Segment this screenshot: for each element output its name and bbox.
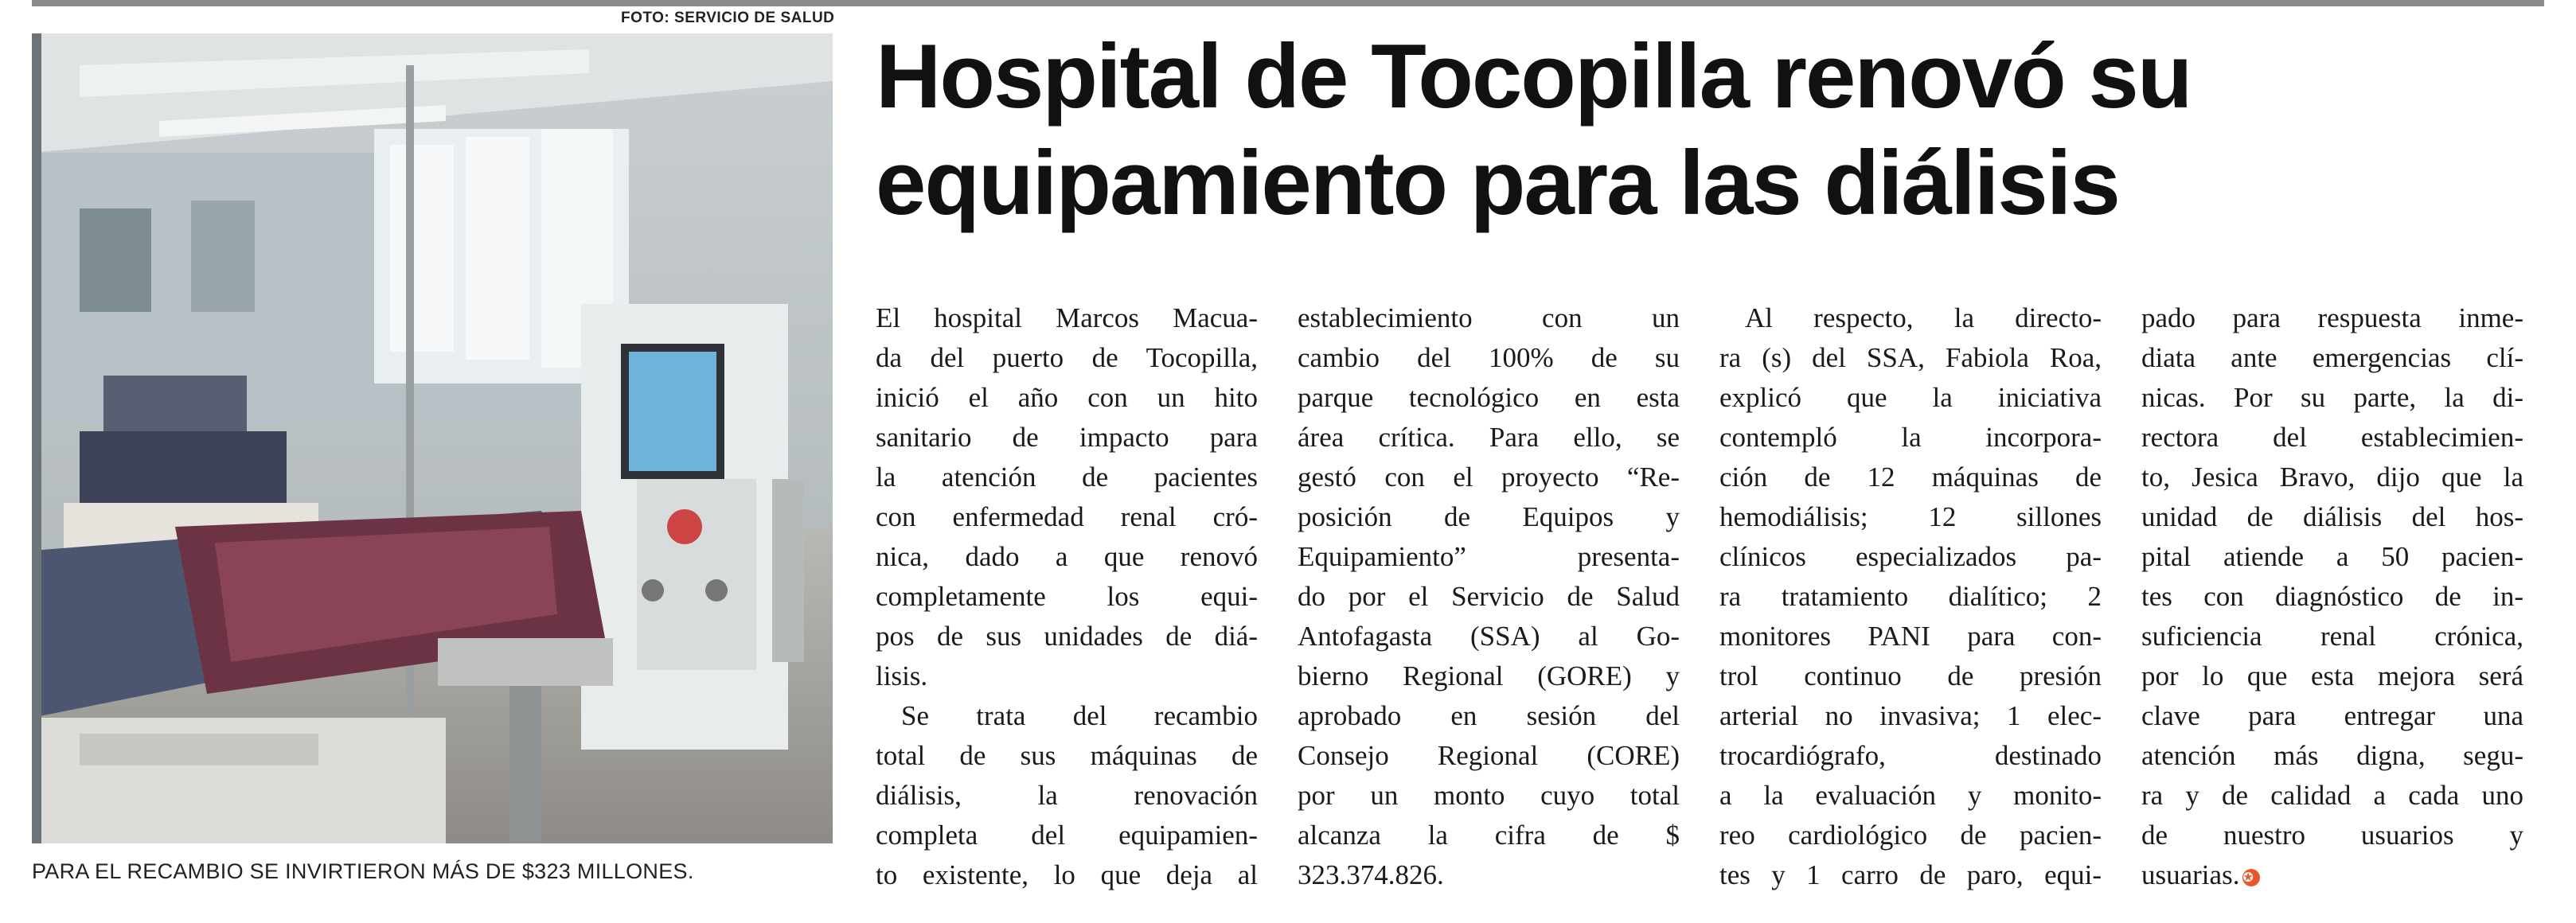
article-line: clave para entregar una <box>2141 700 2523 731</box>
article-line: posición de Equipos y <box>1298 501 1680 532</box>
article-line: inició el año con un hito <box>876 382 1258 413</box>
article-line: ra tratamiento dialítico; 2 <box>1719 581 2102 612</box>
article-line: diálisis, la renovación <box>876 780 1258 811</box>
article-line: arterial no invasiva; 1 elec- <box>1719 700 2102 731</box>
article-line: trol continuo de presión <box>1719 660 2102 691</box>
article-body <box>876 298 2555 903</box>
article-line: Se trata del recambio <box>901 700 1258 731</box>
article-line: cambio del 100% de su <box>1298 342 1680 373</box>
article-line: do por el Servicio de Salud <box>1298 581 1680 612</box>
article-line: ción de 12 máquinas de <box>1719 462 2102 493</box>
article-line: alcanza la cifra de $ <box>1298 820 1680 851</box>
article-line: nicas. Por su parte, la di- <box>2141 382 2523 413</box>
article-line: área crítica. Para ello, se <box>1298 422 1680 453</box>
dialysis-room-photo <box>32 33 833 843</box>
article-line: hemodiálisis; 12 sillones <box>1719 501 2102 532</box>
article-column-4 <box>2141 298 2523 895</box>
article-column-2 <box>1298 298 1680 895</box>
article-line: establecimiento con un <box>1298 302 1680 333</box>
article-line: por lo que esta mejora será <box>2141 660 2523 691</box>
photo-caption: PARA EL RECAMBIO SE INVIRTIERON MÁS DE $323 MILLONES. <box>32 859 694 883</box>
article-line: Consejo Regional (CORE) <box>1298 740 1680 771</box>
article-line: contempló la incorpora- <box>1719 422 2102 453</box>
article-line: suficiencia renal crónica, <box>2141 621 2523 652</box>
article-line: rectora del establecimien- <box>2141 422 2523 453</box>
article-line: unidad de diálisis del hos- <box>2141 501 2523 532</box>
article-line: aprobado en sesión del <box>1298 700 1680 731</box>
photo-credit: FOTO: SERVICIO DE SALUD <box>621 10 835 26</box>
article-line: Antofagasta (SSA) al Go- <box>1298 621 1680 652</box>
headline-line-1: Hospital de Tocopilla renovó su <box>876 26 2192 127</box>
article-line: completa del equipamien- <box>876 820 1258 851</box>
article-line: bierno Regional (GORE) y <box>1298 660 1680 691</box>
article-line: tes con diagnóstico de in- <box>2141 581 2523 612</box>
top-rule <box>32 0 2544 6</box>
article-line: total de sus máquinas de <box>876 740 1258 771</box>
article-end-mark-icon: ✪ <box>2242 869 2260 886</box>
article-line: explicó que la iniciativa <box>1719 382 2102 413</box>
article-last-line <box>2141 855 2523 895</box>
article-line: usuarias. <box>2141 859 2240 890</box>
article-line: pado para respuesta inme- <box>2141 302 2523 333</box>
article-line: da del puerto de Tocopilla, <box>876 342 1258 373</box>
article-line: pos de sus unidades de diá- <box>876 621 1258 652</box>
article-line: monitores PANI para con- <box>1719 621 2102 652</box>
article-line: trocardiógrafo, destinado <box>1719 740 2102 771</box>
article-line: 323.374.826. <box>1298 859 1444 890</box>
article-line: lisis. <box>876 660 928 691</box>
article-line: ra (s) del SSA, Fabiola Roa, <box>1719 342 2102 373</box>
article-line: to existente, lo que deja al <box>876 859 1258 890</box>
article-column-3 <box>1719 298 2102 895</box>
article-line: clínicos especializados pa- <box>1719 541 2102 572</box>
article-line: la atención de pacientes <box>876 462 1258 493</box>
headline-line-2: equipamiento para las diálisis <box>876 133 2119 234</box>
article-line: sanitario de impacto para <box>876 422 1258 453</box>
article-column-1 <box>876 298 1258 895</box>
article-line: de nuestro usuarios y <box>2141 820 2523 851</box>
article-line: completamente los equi- <box>876 581 1258 612</box>
article-line: El hospital Marcos Macua- <box>876 302 1258 333</box>
headline <box>876 24 2544 237</box>
article-line: a la evaluación y monito- <box>1719 780 2102 811</box>
article-line: con enfermedad renal cró- <box>876 501 1258 532</box>
article-line: nica, dado a que renovó <box>876 541 1258 572</box>
article-line: Al respecto, la directo- <box>1745 302 2102 333</box>
article-line: Equipamiento” presenta- <box>1298 541 1680 572</box>
article-line: atención más digna, segu- <box>2141 740 2523 771</box>
article-line: gestó con el proyecto “Re- <box>1298 462 1680 493</box>
article-line: to, Jesica Bravo, dijo que la <box>2141 462 2523 493</box>
article-line: diata ante emergencias clí- <box>2141 342 2523 373</box>
article-line: parque tecnológico en esta <box>1298 382 1680 413</box>
article-line: tes y 1 carro de paro, equi- <box>1719 859 2102 890</box>
article-line: pital atiende a 50 pacien- <box>2141 541 2523 572</box>
article-line: por un monto cuyo total <box>1298 780 1680 811</box>
article-line: reo cardiológico de pacien- <box>1719 820 2102 851</box>
article-line: ra y de calidad a cada uno <box>2141 780 2523 811</box>
